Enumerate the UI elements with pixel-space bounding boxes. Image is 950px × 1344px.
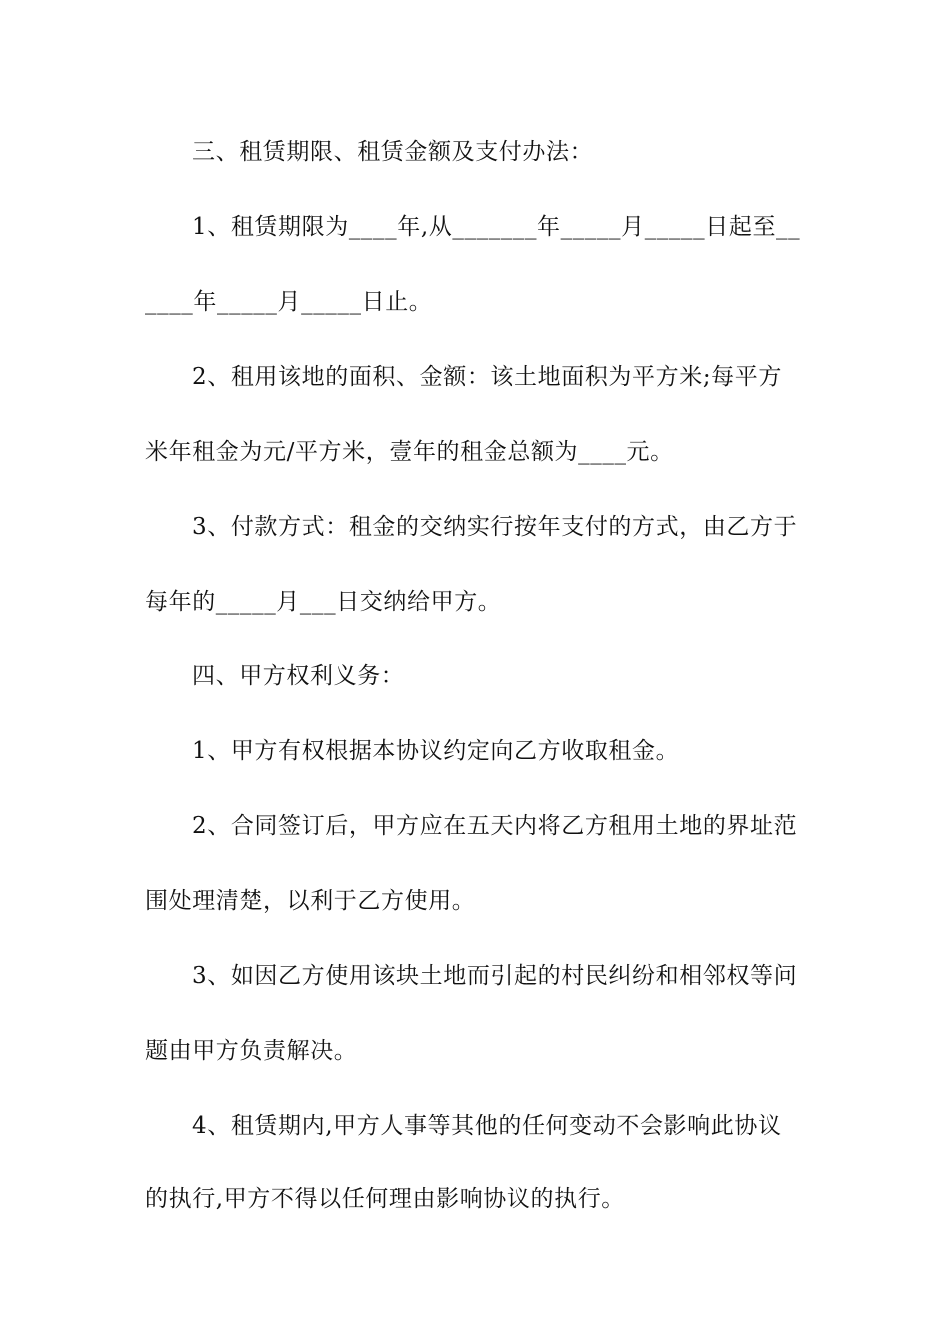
paragraph-1-line-1: 1、租赁期限为____年,从_______年_____月_____日起至__ <box>192 214 801 240</box>
paragraph-6-line-2: 题由甲方负责解决。 <box>145 1038 358 1064</box>
section-heading-term-rent-payment: 三、租赁期限、租赁金额及支付办法： <box>192 139 594 165</box>
paragraph-5-line-1: 2、合同签订后，甲方应在五天内将乙方租用土地的界址范 <box>192 813 798 839</box>
paragraph-7-line-2: 的执行,甲方不得以任何理由影响协议的执行。 <box>145 1186 625 1212</box>
paragraph-1-line-2: ____年_____月_____日止。 <box>145 289 433 315</box>
paragraph-7-line-1: 4、租赁期内,甲方人事等其他的任何变动不会影响此协议 <box>192 1113 782 1139</box>
paragraph-2-line-2: 米年租金为元/平方米，壹年的租金总额为____元。 <box>145 439 674 465</box>
paragraph-2-line-1: 2、租用该地的面积、金额：该土地面积为平方米;每平方 <box>192 364 782 390</box>
paragraph-3-line-1: 3、付款方式：租金的交纳实行按年支付的方式，由乙方于 <box>192 514 798 540</box>
paragraph-3-line-2: 每年的_____月___日交纳给甲方。 <box>145 589 502 615</box>
paragraph-4-line-1: 1、甲方有权根据本协议约定向乙方收取租金。 <box>192 738 680 764</box>
paragraph-6-line-1: 3、如因乙方使用该块土地而引起的村民纠纷和相邻权等问 <box>192 963 798 989</box>
paragraph-5-line-2: 围处理清楚，以利于乙方使用。 <box>145 888 476 914</box>
section-heading-party-a-rights: 四、甲方权利义务： <box>192 663 405 689</box>
